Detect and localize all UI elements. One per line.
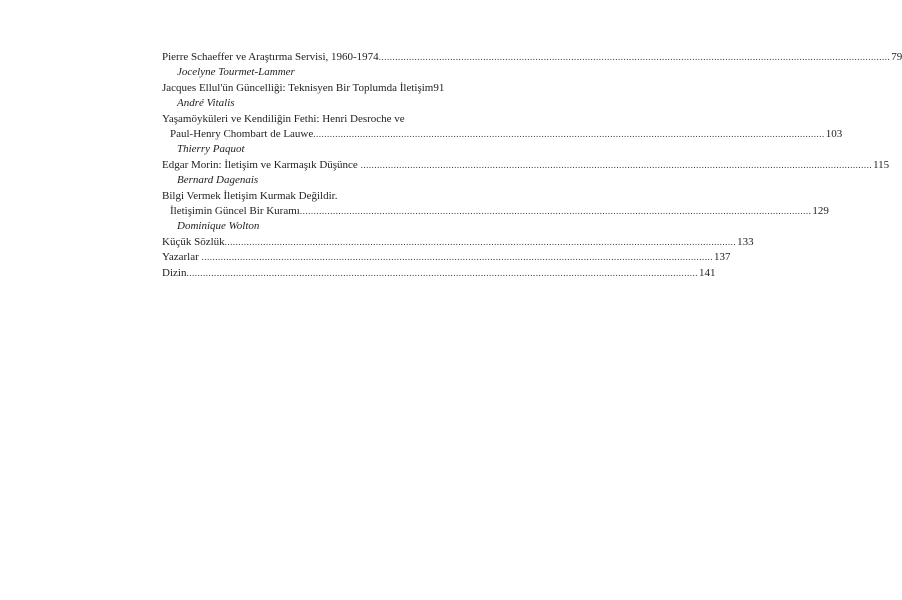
toc-line bbox=[162, 235, 754, 250]
toc-line bbox=[162, 250, 731, 265]
toc-entry bbox=[162, 235, 754, 250]
toc-page-number: 133 bbox=[737, 235, 754, 248]
dot-leader bbox=[225, 235, 737, 250]
toc-entry bbox=[162, 266, 716, 281]
toc-line bbox=[162, 50, 902, 65]
toc-entry bbox=[162, 158, 890, 189]
toc-page-number: 103 bbox=[825, 128, 843, 141]
toc-line bbox=[162, 81, 445, 96]
toc-entry bbox=[162, 112, 843, 158]
toc-entry-title: Bilgi Vermek İletişim Kurmak Değildir. bbox=[162, 189, 338, 202]
toc-entry-author: Bernard Dagenais bbox=[177, 174, 259, 187]
toc-page-number: 129 bbox=[812, 205, 829, 218]
dot-leader bbox=[313, 127, 825, 142]
toc-entry bbox=[162, 50, 902, 81]
toc-page-number: 141 bbox=[698, 266, 716, 279]
toc-entry-title-continued: İletişimin Güncel Bir Kuramı bbox=[170, 205, 300, 218]
toc-entry-title-continued: Paul-Henry Chombart de Lauwe bbox=[170, 128, 314, 141]
toc-entry bbox=[162, 250, 731, 265]
toc-entry bbox=[162, 81, 445, 112]
dot-leader bbox=[202, 250, 714, 265]
toc-entry-author: Thierry Paquot bbox=[177, 143, 245, 156]
toc-line bbox=[162, 204, 829, 219]
dot-leader bbox=[379, 50, 891, 65]
dot-leader bbox=[186, 266, 698, 281]
toc-entry-title: Yazarlar bbox=[162, 251, 202, 264]
toc-line bbox=[162, 127, 843, 142]
toc-entry-title: Yaşamöyküleri ve Kendiliğin Fethi: Henri Desroche ve bbox=[162, 112, 405, 125]
toc-entry-author: Jocelyne Tourmet-Lammer bbox=[177, 66, 295, 79]
toc-entry-title: Pierre Schaeffer ve Araştırma Servisi, 1960-1974 bbox=[162, 51, 379, 63]
toc-page-number: 115 bbox=[873, 158, 890, 171]
toc-line bbox=[162, 189, 436, 204]
toc-entry-author: Dominique Wolton bbox=[177, 220, 260, 233]
toc-page-number: 79 bbox=[891, 51, 902, 63]
toc-entry-author: André Vitalis bbox=[177, 97, 235, 110]
toc-line bbox=[162, 112, 436, 127]
toc-entry-title: Dizin bbox=[162, 266, 187, 279]
table-of-contents bbox=[162, 50, 902, 281]
toc-line bbox=[162, 266, 716, 281]
toc-entry-title: Jacques Ellul'ün Güncelliği: Teknisyen Bir Toplumda İletişim91 bbox=[162, 81, 445, 94]
dot-leader bbox=[361, 158, 873, 173]
toc-entry-title: Edgar Morin: İletişim ve Karmaşık Düşünce bbox=[162, 158, 361, 171]
toc-entry-title: Küçük Sözlük bbox=[162, 235, 225, 248]
toc-page-number: 137 bbox=[714, 251, 731, 264]
toc-line bbox=[162, 158, 890, 173]
dot-leader bbox=[300, 204, 812, 219]
toc-entry bbox=[162, 189, 829, 235]
